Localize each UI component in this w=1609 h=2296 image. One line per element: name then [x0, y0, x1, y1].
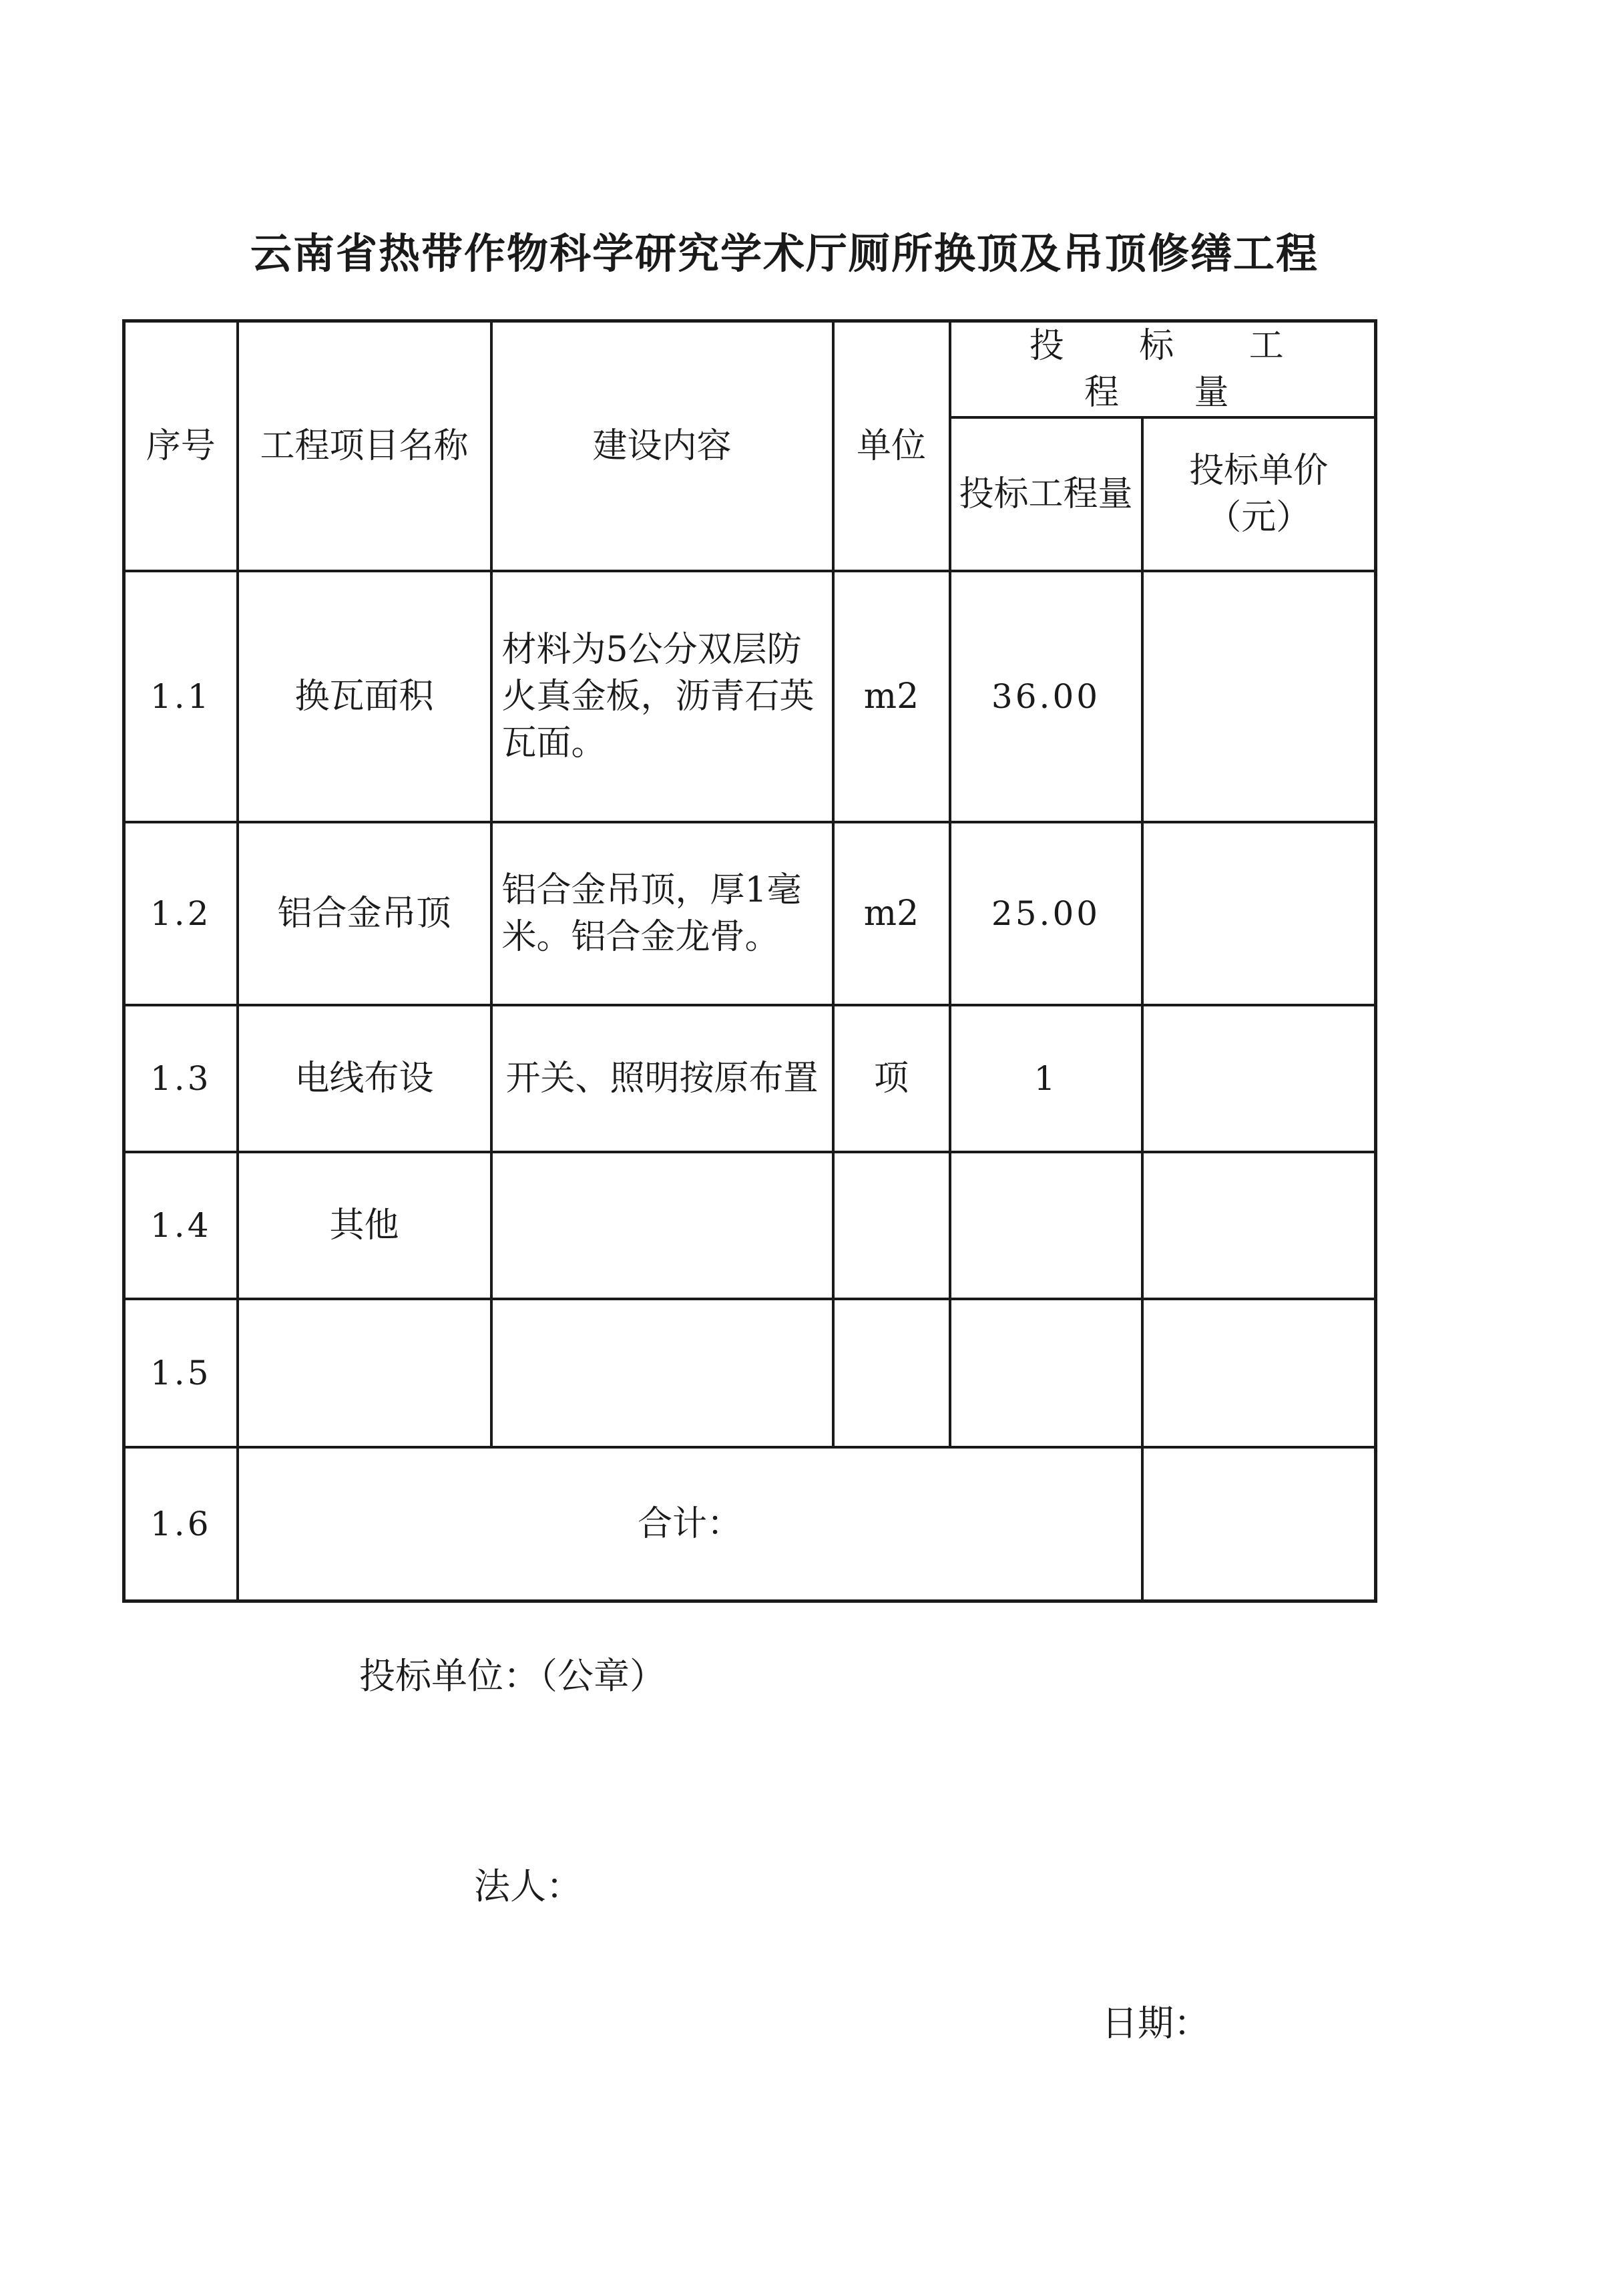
- table-row: [124, 1152, 1376, 1299]
- total-row-seq: 1.6: [124, 1447, 238, 1601]
- row-project-name: 铝合金吊顶: [238, 822, 491, 1005]
- row-project-name: 电线布设: [238, 1005, 491, 1152]
- row-content: 铝合金吊顶，厚1毫米。铝合金龙骨。: [491, 822, 833, 1005]
- row-unit-price: [1142, 1005, 1376, 1152]
- row-seq: 1.4: [124, 1152, 238, 1299]
- bid-quantity-table: [122, 319, 1377, 1603]
- row-quantity: 36.00: [950, 571, 1142, 822]
- row-unit-price: [1142, 1152, 1376, 1299]
- header-unit: 单位: [833, 321, 950, 572]
- header-bid-quantity: 投标工程量: [950, 417, 1142, 571]
- table-row: [124, 1299, 1376, 1447]
- table-row: [124, 1005, 1376, 1152]
- header-bid-quantity-group: 投 标 工 程 量: [950, 321, 1376, 418]
- row-seq: 1.2: [124, 822, 238, 1005]
- table-header-row: [124, 321, 1376, 418]
- row-project-name: 其他: [238, 1152, 491, 1299]
- header-bid-unit-price: 投标单价（元）: [1142, 417, 1376, 571]
- row-unit: [833, 1299, 950, 1447]
- bidder-seal-line: 投标单位：（公章）: [359, 1655, 666, 1697]
- row-unit: m2: [833, 571, 950, 822]
- row-unit: 项: [833, 1005, 950, 1152]
- table-row: [124, 822, 1376, 1005]
- row-seq: 1.3: [124, 1005, 238, 1152]
- row-quantity: [950, 1152, 1142, 1299]
- row-quantity: 1: [950, 1005, 1142, 1152]
- table-row: [124, 571, 1376, 822]
- legal-person-line: 法人：: [474, 1865, 582, 1907]
- header-project-name: 工程项目名称: [238, 321, 491, 572]
- row-unit-price: [1142, 1299, 1376, 1447]
- row-quantity: [950, 1299, 1142, 1447]
- table-total-row: [124, 1447, 1376, 1601]
- row-project-name: 换瓦面积: [238, 571, 491, 822]
- total-label: 合计：: [238, 1447, 1142, 1601]
- row-unit: [833, 1152, 950, 1299]
- page-title: 云南省热带作物科学研究学术厅厕所换顶及吊顶修缮工程: [250, 229, 1319, 278]
- date-line: 日期：: [1102, 2002, 1210, 2044]
- header-seq: 序号: [124, 321, 238, 572]
- row-content: 开关、照明按原布置: [491, 1005, 833, 1152]
- row-unit: m2: [833, 822, 950, 1005]
- header-construction-content: 建设内容: [491, 321, 833, 572]
- row-quantity: 25.00: [950, 822, 1142, 1005]
- row-seq: 1.5: [124, 1299, 238, 1447]
- row-seq: 1.1: [124, 571, 238, 822]
- total-amount: [1142, 1447, 1376, 1601]
- row-content: 材料为5公分双层防火真金板，沥青石英瓦面。: [491, 571, 833, 822]
- row-unit-price: [1142, 822, 1376, 1005]
- row-project-name: [238, 1299, 491, 1447]
- row-unit-price: [1142, 571, 1376, 822]
- row-content: [491, 1152, 833, 1299]
- row-content: [491, 1299, 833, 1447]
